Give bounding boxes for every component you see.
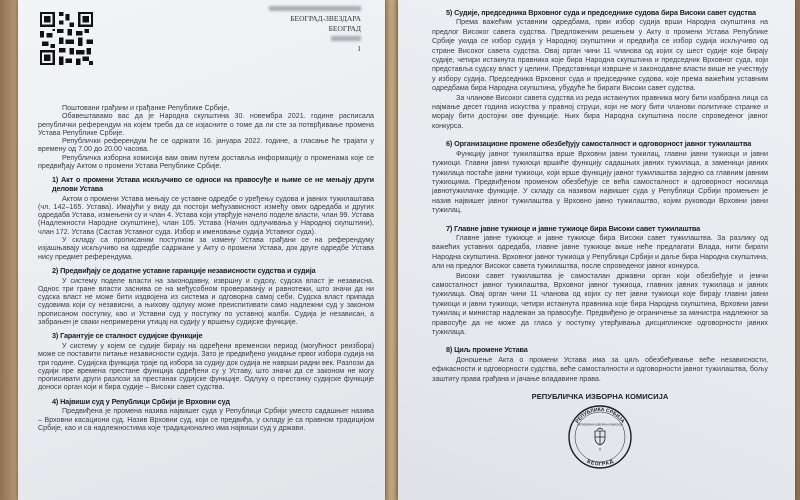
greeting: Поштовани грађани и грађанке Републике Србије, <box>62 104 230 112</box>
section-paragraph: За чланове Високог савета судства из реда истакнутих правника могу бити изабрана лица са најмање десет година искуства у правној струци, који не могу бити чланови политичке странке и морају бити достојни ове функције. Њих бира Народна скупштина после спроведеног јавног конкурса. <box>432 93 768 130</box>
section-heading: 6) Организационе промене обезбеђују самосталност и одговорност јавног тужилаштва <box>446 139 752 149</box>
section-paragraph: У систему у којем се судије бирају на одређени временски период (могућност реизбора) може се поставити питање независности судија. Зато је предвиђено укидање првог избора судија на три године. Судијска функција траје од избора за судију док судија не наврши радни век. Разлози да судији пре времена престане функција одређени су у Уставу, што значи да се законом не могу прописивати други разлози за престанак судијске функције. Одлуку о престанку судијске функције доноси орган који и бира судије – Високи савет судства. <box>38 341 374 392</box>
stamp-inner-text: РЕПУБЛИЧКА ИЗБОРНА КОМИСИЈА <box>577 423 623 427</box>
section-heading: 1) Акт о промени Устава искључиво се односи на правосуђе и њиме се не мењају други делови Устава <box>52 175 374 193</box>
section-paragraph: Према важећим уставним одредбама, први избор судија врши Народна скупштина на предлог Високог савета судства. Предложеним решењем у Акту о промени Устава Републике Србије укида се избор судија у Народној скупштини и предвиђа се избор судија искључиво од стране Високог савета судства. Овај орган чини 11 чланова од којих су шест судије које бирају судије, четири истакнута правника које бира Народна скупштина и председник Врховног суда, који представља судску власт у целини. Представници извршне и законодавне власти више не учествују у избору судија. Председника Врховног суда и председнике судова, које према важећим уставним одредбама бира Народна скупштина, убудуће ће бирати Високи савет судства. <box>432 18 768 93</box>
svg-text:РЕПУБЛИКА СРБИЈА <box>575 407 626 425</box>
signature-commission: РЕПУБЛИЧКА ИЗБОРНА КОМИСИЈА <box>531 392 669 402</box>
stamp-city-text: БЕОГРАД <box>585 458 615 468</box>
document-page-left <box>18 0 385 500</box>
intro-paragraph: Републички референдум ће се одржати 16. јануара 2022. године, а гласање ће трајати у времену од 7.00 до 20.00 часова. <box>38 137 374 154</box>
recipient-address <box>269 4 361 54</box>
address-line-2: БЕОГРАД <box>328 24 361 33</box>
qr-code <box>40 12 93 65</box>
document-page-right <box>398 0 795 500</box>
intro-paragraph: Републичка изборна комисија вам овим путем доставља информацију о променама које се предвиђају Актом о промени Устава Републике Србије. <box>38 153 374 171</box>
stamp-number: II <box>599 447 601 452</box>
section-paragraph: Функцију јавног тужилаштва врше Врховни јавни тужилац, главни јавни тужиоци и јавни тужиоци. Главни јавни тужиоци вршиће функцију садашњих јавних тужилаца, а заменици јавних тужилаца постаће јавни тужиоци, који врше функцију јавног тужилаштва заједно са главним јавним тужиоцима. Предвиђеном променом обезбеђује се већа самосталност и одговорност носилаца јавнотужилачке функције. У складу са називом највишег суда у Републици Србији промењен је назив највишег јавног тужилаштва у Врховно јавно тужилаштво, којим руководи Врховни јавни тужилац. <box>432 149 768 215</box>
official-stamp <box>568 405 632 469</box>
section-paragraph: У систему поделе власти на законодавну, извршну и судску, судска власт је независна. Однос три гране власти заснива се на међусобном провераванју и равнотежи, што значи да ни судска власт не може бити издвојена из система и одговорна самој себи. Судска власт припада судовима који су независни, а њихову одлуку може преиспитивати само надлежни суд у законом прописаном поступку, као и Уставни суд у поступку по уставној жалби. Судија је независан, а забрањен је сваки непримерени утицај на судију у вршењу судијске функције. <box>38 276 374 327</box>
section-heading: 3) Гарантује се сталност судијске функције <box>52 331 203 341</box>
section-paragraph: У складу са прописаним поступком за измену Устава грађани се на референдуму изјашњавају искључиво на одредбе садржане у Акту о промени Устава, док друге одредбе Устава нису предмет референдума. <box>38 236 374 261</box>
section-heading: 8) Циљ промене Устава <box>446 345 528 355</box>
address-line-1: БЕОГРАД-ЗВЕЗДАРА <box>290 14 361 23</box>
section-paragraph: Главне јавне тужиоце и јавне тужиоце бира Високи савет тужилаштва. За разлику од важећих уставних одредаба, главне јавне тужиоце више неће предлагати Влада, нити бирати Народна скупштина. Врховног јавног тужиоца у Републици Србији и даље бира Народна скупштина, али на предлог Високог савета тужилаштва, после спроведеног јавног конкурса. <box>432 233 768 271</box>
letter-body-left <box>38 104 374 432</box>
section-paragraph: Високи савет тужилаштва је самосталан државни орган који обезбеђује и јемчи самосталност јавног тужилаштва, Врховног јавног тужиоца, главних јавних тужилаца и јавних тужилаца. Овај орган чини 11 чланова од којих су пет јавни тужиоци које бирају главни јавни тужиоци и јавни тужиоци, четири истакнута правника које бира Народна скупштина, Врховни јавни тужилац и министар надлежан за правосуђе. Предвиђено је ограничење за министра надлежног за правосуђе да не може да гласа у поступку утврђивања дисциплинске одговорности јавних тужилаца. <box>432 271 768 336</box>
section-heading: 5) Судије, председника Врховног суда и председнике судова бира Високи савет судства <box>446 8 756 17</box>
section-heading: 2) Предвиђају се додатне уставне гаранције независности судства и судија <box>52 265 316 275</box>
section-paragraph: Актом о промени Устава мењају се уставне одредбе о уређењу судова и јавних тужилаштава (чл. 142–165. Устава). Имајући у виду да постоји међузависност између ових одредаба и других одредаба Устава, измењени су и члан 4. Устава који утврђује начело поделе власти, члан 99. Устава (Надлежности Народне скупштине), члан 105. Устава (Начин одлучивања у Народној скупштини), члан 172. Устава (Састав Уставног суда. Избор и именовање судија Уставног суда). <box>38 194 374 236</box>
coat-of-arms-icon <box>595 428 605 445</box>
stamp-outer-text: РЕПУБЛИКА СРБИЈА <box>574 406 626 425</box>
intro-paragraph: Обавештавамо вас да је Народна скупштина 30. новембра 2021. године расписала републички референдум на којем треба да се изјасните о томе да ли сте за потврђивање промена Устава Републике Србије. <box>38 112 374 137</box>
section-heading: 4) Највиши суд у Републици Србији је Врховни суд <box>52 396 230 406</box>
section-paragraph: Предвиђена је промена назива највишег суда у Републици Србији уместо садашњег назива – Врховни касациони суд. Назив Врховни суд, који се предвиђа, у складу је са правном традицијом Србије, као и са надлежностима које традиционално има највиши суд у држави. <box>38 407 374 432</box>
redacted-code <box>331 36 361 41</box>
redacted-name <box>269 6 361 11</box>
address-line-3: 1 <box>357 44 361 53</box>
letter-body-right <box>432 8 768 469</box>
section-heading: 7) Главне јавне тужиоце и јавне тужиоце бира Високи савет тужилаштва <box>446 223 701 233</box>
section-paragraph: Доношење Акта о промени Устава има за циљ обезбеђивање веће независности, ефикасности и одговорности судства, веће самосталности и одговорности јавног тужилаштва, бољу заштиту права грађана и јачање владавине права. <box>432 355 768 383</box>
